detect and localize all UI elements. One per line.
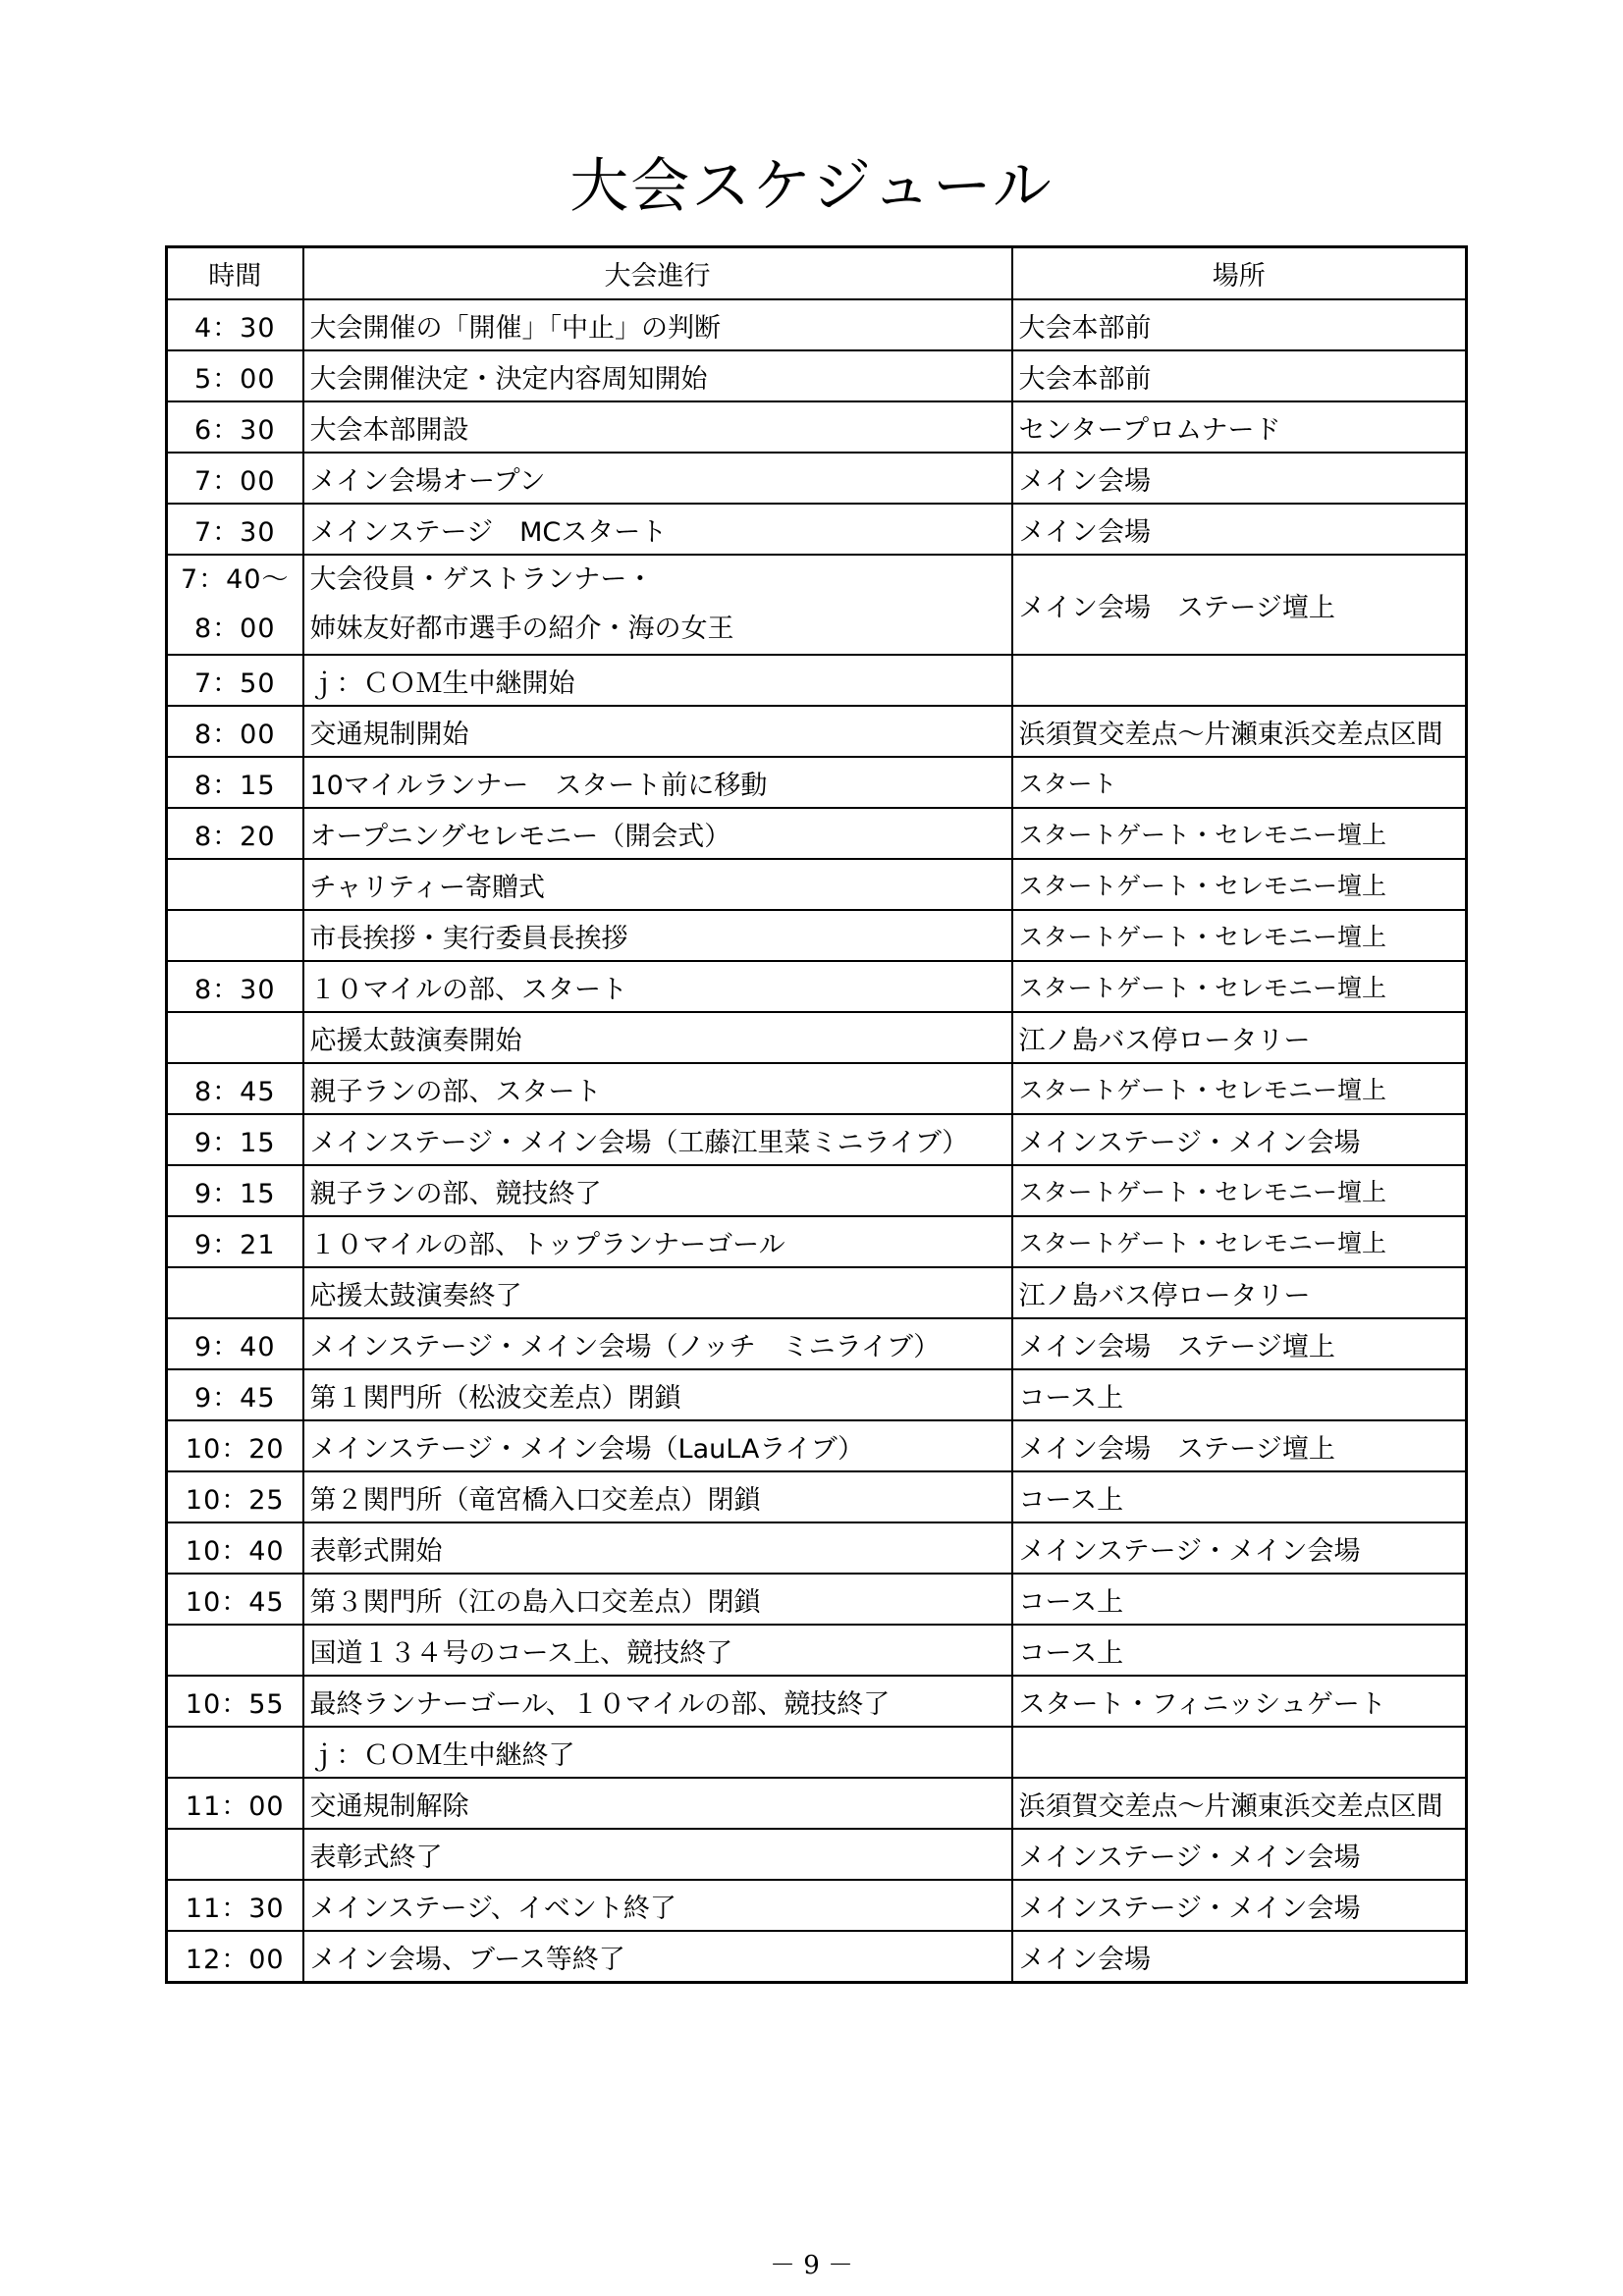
event-cell: メインステージ・メイン会場（LauLAライブ）: [303, 1420, 1012, 1471]
time-cell: 6：30: [167, 401, 303, 453]
table-row: [167, 1318, 1467, 1369]
table-row: [167, 1216, 1467, 1267]
event-cell: 大会開催決定・決定内容周知開始: [303, 350, 1012, 401]
event-cell: 表彰式開始: [303, 1522, 1012, 1574]
event-cell: メインステージ・メイン会場（ノッチ ミニライブ）: [303, 1318, 1012, 1369]
event-cell: 第１関門所（松波交差点）閉鎖: [303, 1369, 1012, 1420]
place-cell: メイン会場 ステージ壇上: [1012, 1420, 1467, 1471]
time-cell: 9：15: [167, 1165, 303, 1216]
table-row: [167, 1012, 1467, 1063]
event-cell: 第３関門所（江の島入口交差点）閉鎖: [303, 1574, 1012, 1625]
header-place: 場所: [1012, 247, 1467, 300]
event-cell: メインステージ・メイン会場（工藤江里菜ミニライブ）: [303, 1114, 1012, 1165]
place-cell: スタートゲート・セレモニー壇上: [1012, 1216, 1467, 1267]
time-cell: [167, 859, 303, 910]
event-cell: ｊ：ＣＯＭ生中継開始: [303, 655, 1012, 706]
time-cell: 7：00: [167, 453, 303, 504]
page-title: 大会スケジュール: [569, 152, 1054, 221]
time-cell: 9：45: [167, 1369, 303, 1420]
place-cell: メインステージ・メイン会場: [1012, 1880, 1467, 1931]
event-cell: 表彰式終了: [303, 1829, 1012, 1880]
table-row: [167, 453, 1467, 504]
time-cell: 10：40: [167, 1522, 303, 1574]
place-cell: 浜須賀交差点〜片瀬東浜交差点区間: [1012, 706, 1467, 757]
time-cell: [167, 555, 303, 655]
schedule-table: [165, 245, 1468, 1984]
event-line: 姉妹友好都市選手の紹介・海の女王: [309, 614, 734, 644]
header-time: 時間: [167, 247, 303, 300]
event-cell: 市長挨拶・実行委員長挨拶: [303, 910, 1012, 961]
time-cell: [167, 1012, 303, 1063]
time-cell: 10：25: [167, 1471, 303, 1522]
header-event: 大会進行: [303, 247, 1012, 300]
event-cell: ｊ：ＣＯＭ生中継終了: [303, 1727, 1012, 1778]
time-cell: 10：55: [167, 1676, 303, 1727]
event-cell: 交通規制開始: [303, 706, 1012, 757]
place-cell: 江ノ島バス停ロータリー: [1012, 1012, 1467, 1063]
event-cell: 10マイルランナー スタート前に移動: [303, 757, 1012, 808]
time-cell: 10：20: [167, 1420, 303, 1471]
place-cell: メイン会場: [1012, 1931, 1467, 1983]
time-cell: 11：00: [167, 1778, 303, 1829]
time-cell: 9：40: [167, 1318, 303, 1369]
event-cell: 最終ランナーゴール、１０マイルの部、競技終了: [303, 1676, 1012, 1727]
table-row: [167, 299, 1467, 350]
time-cell: [167, 1625, 303, 1676]
place-cell: メイン会場: [1012, 453, 1467, 504]
place-cell: スタートゲート・セレモニー壇上: [1012, 808, 1467, 859]
table-row: [167, 1522, 1467, 1574]
event-line: 大会役員・ゲストランナー・: [309, 564, 654, 595]
time-cell: 4：30: [167, 299, 303, 350]
event-cell: 大会開催の「開催」「中止」の判断: [303, 299, 1012, 350]
time-cell: 9：21: [167, 1216, 303, 1267]
time-cell: 9：15: [167, 1114, 303, 1165]
table-row: [167, 1063, 1467, 1114]
table-row: [167, 1420, 1467, 1471]
table-row: [167, 401, 1467, 453]
place-cell: 大会本部前: [1012, 299, 1467, 350]
place-cell: コース上: [1012, 1369, 1467, 1420]
table-row: [167, 655, 1467, 706]
time-line: 8：00: [193, 614, 276, 644]
event-cell: メイン会場、ブース等終了: [303, 1931, 1012, 1983]
table-row: [167, 1727, 1467, 1778]
place-cell: [1012, 655, 1467, 706]
table-row: [167, 1369, 1467, 1420]
place-cell: メインステージ・メイン会場: [1012, 1829, 1467, 1880]
place-cell: コース上: [1012, 1625, 1467, 1676]
event-cell: １０マイルの部、トップランナーゴール: [303, 1216, 1012, 1267]
event-cell: 交通規制解除: [303, 1778, 1012, 1829]
place-cell: センタープロムナード: [1012, 401, 1467, 453]
place-cell: 大会本部前: [1012, 350, 1467, 401]
place-cell: スタート: [1012, 757, 1467, 808]
table-row: [167, 910, 1467, 961]
table-row: [167, 1471, 1467, 1522]
table-row: [167, 1267, 1467, 1318]
time-cell: [167, 1727, 303, 1778]
time-cell: 10：45: [167, 1574, 303, 1625]
event-cell: [303, 555, 1012, 655]
place-cell: 浜須賀交差点〜片瀬東浜交差点区間: [1012, 1778, 1467, 1829]
place-cell: [1012, 1727, 1467, 1778]
place-cell: コース上: [1012, 1574, 1467, 1625]
table-header-row: [167, 247, 1467, 300]
place-cell: スタート・フィニッシュゲート: [1012, 1676, 1467, 1727]
event-cell: １０マイルの部、スタート: [303, 961, 1012, 1012]
time-cell: 7：50: [167, 655, 303, 706]
time-cell: 8：15: [167, 757, 303, 808]
table-row: [167, 1165, 1467, 1216]
time-cell: 8：30: [167, 961, 303, 1012]
event-cell: 大会本部開設: [303, 401, 1012, 453]
table-row: [167, 757, 1467, 808]
table-row: [167, 504, 1467, 555]
event-cell: 第２関門所（竜宮橋入口交差点）閉鎖: [303, 1471, 1012, 1522]
place-cell: スタートゲート・セレモニー壇上: [1012, 910, 1467, 961]
event-cell: メインステージ、イベント終了: [303, 1880, 1012, 1931]
place-cell: メイン会場 ステージ壇上: [1012, 1318, 1467, 1369]
page-number: － 9 －: [769, 2251, 854, 2280]
table-row: [167, 350, 1467, 401]
table-row: [167, 1625, 1467, 1676]
table-row: [167, 808, 1467, 859]
place-cell: スタートゲート・セレモニー壇上: [1012, 1165, 1467, 1216]
table-row: [167, 1114, 1467, 1165]
table-row: [167, 1574, 1467, 1625]
place-cell: メイン会場 ステージ壇上: [1012, 555, 1467, 655]
time-cell: 11：30: [167, 1880, 303, 1931]
table-row: [167, 1829, 1467, 1880]
time-cell: [167, 910, 303, 961]
place-cell: メインステージ・メイン会場: [1012, 1522, 1467, 1574]
time-line: 7：40〜: [180, 564, 290, 595]
event-cell: メインステージ MCスタート: [303, 504, 1012, 555]
event-cell: メイン会場オープン: [303, 453, 1012, 504]
event-cell: 親子ランの部、スタート: [303, 1063, 1012, 1114]
table-row: [167, 859, 1467, 910]
table-row: [167, 1931, 1467, 1983]
time-cell: 8：20: [167, 808, 303, 859]
place-cell: 江ノ島バス停ロータリー: [1012, 1267, 1467, 1318]
time-cell: 12：00: [167, 1931, 303, 1983]
place-cell: スタートゲート・セレモニー壇上: [1012, 1063, 1467, 1114]
place-cell: メイン会場: [1012, 504, 1467, 555]
place-cell: コース上: [1012, 1471, 1467, 1522]
table-row: [167, 961, 1467, 1012]
event-cell: 応援太鼓演奏開始: [303, 1012, 1012, 1063]
time-cell: 8：45: [167, 1063, 303, 1114]
event-cell: 親子ランの部、競技終了: [303, 1165, 1012, 1216]
table-row: [167, 1676, 1467, 1727]
time-cell: 5：00: [167, 350, 303, 401]
time-cell: [167, 1267, 303, 1318]
time-cell: 7：30: [167, 504, 303, 555]
place-cell: スタートゲート・セレモニー壇上: [1012, 961, 1467, 1012]
table-row: [167, 706, 1467, 757]
event-cell: 応援太鼓演奏終了: [303, 1267, 1012, 1318]
place-cell: メインステージ・メイン会場: [1012, 1114, 1467, 1165]
event-cell: チャリティー寄贈式: [303, 859, 1012, 910]
table-row: [167, 1778, 1467, 1829]
event-cell: オープニングセレモニー（開会式）: [303, 808, 1012, 859]
event-cell: 国道１３４号のコース上、競技終了: [303, 1625, 1012, 1676]
table-row: [167, 555, 1467, 655]
time-cell: [167, 1829, 303, 1880]
place-cell: スタートゲート・セレモニー壇上: [1012, 859, 1467, 910]
table-row: [167, 1880, 1467, 1931]
time-cell: 8：00: [167, 706, 303, 757]
